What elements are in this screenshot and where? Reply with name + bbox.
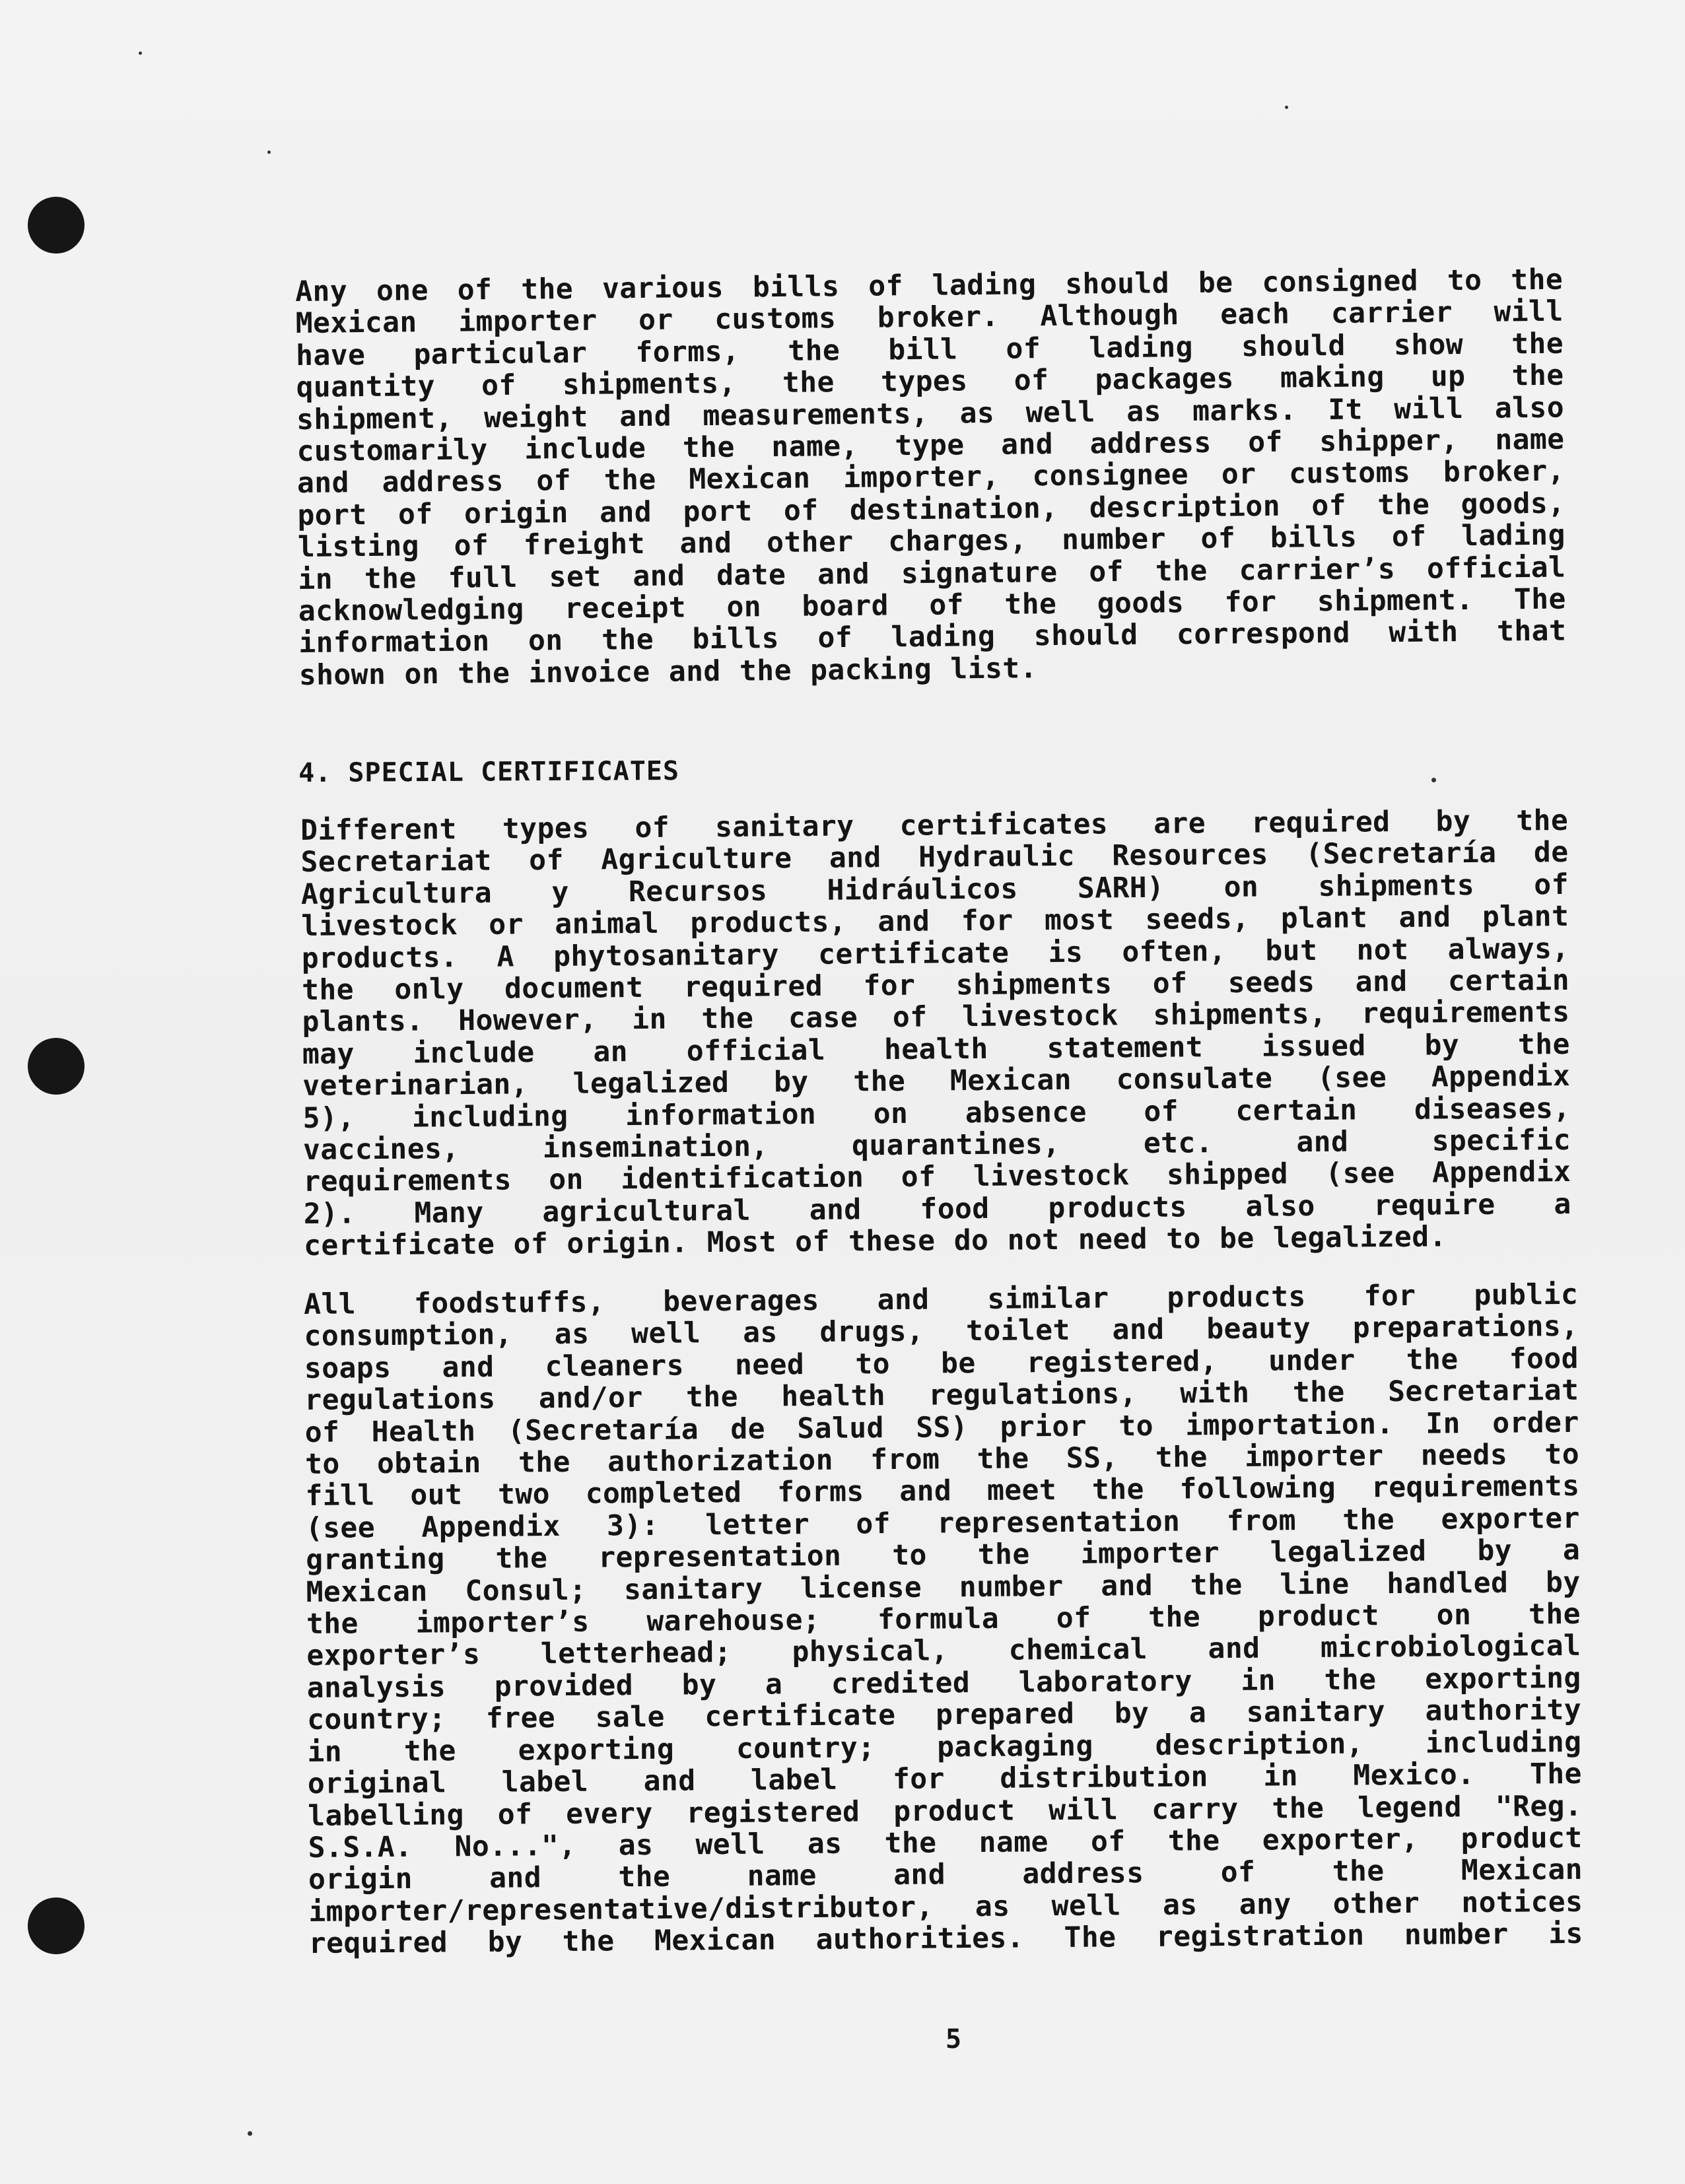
text-line: importer/representative/distributor, as well as any other notices — [308, 1885, 1583, 1928]
paragraph-food-registration — [304, 1279, 1583, 1960]
text-line: certificate of origin. Most of these do not need to be legalized. — [303, 1220, 1447, 1263]
punch-hole-top — [28, 197, 85, 254]
text-line: original label and label for distribution in Mexico. The — [307, 1757, 1583, 1801]
text-line: plants. However, in the case of livestock shipments, requirements — [302, 996, 1570, 1039]
scan-speck — [1285, 106, 1288, 109]
text-line: exporter’s letterhead; physical, chemical and microbiological — [306, 1629, 1581, 1673]
text-line: origin and the name and address of the Mexican — [308, 1853, 1583, 1897]
text-line: All foodstuffs, beverages and similar products for public — [303, 1278, 1579, 1321]
text-line: customarily include the name, type and address of shipper, name — [296, 423, 1565, 469]
text-line: acknowledging receipt on board of the goods for shipment. The — [298, 582, 1567, 629]
scan-speck — [267, 151, 271, 154]
scan-speck — [139, 51, 142, 55]
scan-speck — [248, 2131, 252, 2136]
scan-speck — [1431, 778, 1436, 782]
text-line: in the full set and date and signature of the carrier’s official — [298, 551, 1566, 596]
text-line: products. A phytosanitary certificate is often, but not always, — [301, 932, 1569, 975]
text-line: 2). Many agricultural and food products also require a — [303, 1187, 1571, 1231]
paragraph-bills-of-lading — [295, 264, 1567, 692]
text-line: granting the representation to the importer legalized by a — [306, 1534, 1581, 1577]
paragraph-sanitary-certificates — [300, 805, 1571, 1262]
text-line: fill out two completed forms and meet the following requirements — [305, 1470, 1580, 1513]
text-line: and address of the Mexican importer, consignee or customs broker, — [296, 454, 1565, 500]
text-line: 5), including information on absence of certain diseases, — [302, 1091, 1571, 1135]
text-line: shipment, weight and measurements, as well as marks. It will also — [296, 391, 1565, 436]
punch-hole-bottom — [28, 1897, 85, 1954]
text-line: vaccines, insemination, quarantines, etc. and specific — [302, 1123, 1571, 1167]
text-line: may include an official health statement issued by the — [302, 1027, 1570, 1071]
section-heading: 4. SPECIAL CERTIFICATES — [298, 755, 680, 788]
text-line: listing of freight and other charges, number of bills of lading — [297, 518, 1566, 564]
text-line: analysis provided by a credited laboratory in the exporting — [306, 1661, 1581, 1705]
text-line: shown on the invoice and the packing list. — [298, 652, 1038, 692]
text-line: Different types of sanitary certificates are required by the — [300, 803, 1569, 847]
text-line: Any one of the various bills of lading should be consigned to the — [294, 263, 1564, 308]
text-line: labelling of every registered product will carry the legend "Reg. — [308, 1789, 1583, 1833]
text-line: livestock or animal products, and for most seeds, plant and plant — [301, 900, 1569, 943]
text-line: consumption, as well as drugs, toilet and beauty preparations, — [304, 1310, 1579, 1353]
text-line: required by the Mexican authorities. The registration number is — [308, 1917, 1583, 1961]
text-line: (see Appendix 3): letter of representation from the exporter — [305, 1501, 1580, 1545]
text-line: in the exporting country; packaging description, including — [307, 1725, 1582, 1769]
text-line: veterinarian, legalized by the Mexican consulate (see Appendix — [302, 1060, 1571, 1103]
text-line: country; free sale certificate prepared by a sanitary authority — [306, 1693, 1582, 1737]
text-line: have particular forms, the bill of lading should show the — [295, 327, 1564, 372]
text-line: port of origin and port of destination, description of the goods, — [297, 487, 1565, 532]
text-line: Mexican importer or customs broker. Although each carrier will — [295, 294, 1564, 341]
text-line: quantity of shipments, the types of packages making up the — [296, 358, 1564, 405]
text-line: requirements on identification of livestock shipped (see Appendix — [303, 1155, 1571, 1199]
text-line: Agricultura y Recursos Hidráulicos SARH) on shipments of — [300, 868, 1569, 911]
text-line: of Health (Secretaría de Salud SS) prior to importation. In order — [304, 1406, 1579, 1449]
text-line: the importer’s warehouse; formula of the product on the — [306, 1597, 1581, 1641]
text-line: Mexican Consul; sanitary license number and the line handled by — [306, 1565, 1581, 1609]
text-line: to obtain the authorization from the SS, the importer needs to — [304, 1437, 1580, 1482]
text-line: S.S.A. No...", as well as the name of the exporter, product — [308, 1821, 1583, 1864]
text-line: soaps and cleaners need to be registered, under the food — [304, 1342, 1579, 1385]
text-line: regulations and/or the health regulations, with the Secretariat — [304, 1374, 1579, 1417]
text-line: Secretariat of Agriculture and Hydraulic Resources (Secretaría de — [300, 836, 1569, 879]
punch-hole-middle — [28, 1038, 85, 1095]
text-line: information on the bills of lading should correspond with that — [298, 615, 1567, 660]
page-number: 5 — [946, 2024, 962, 2055]
text-line: the only document required for shipments of seeds and certain — [301, 963, 1570, 1007]
